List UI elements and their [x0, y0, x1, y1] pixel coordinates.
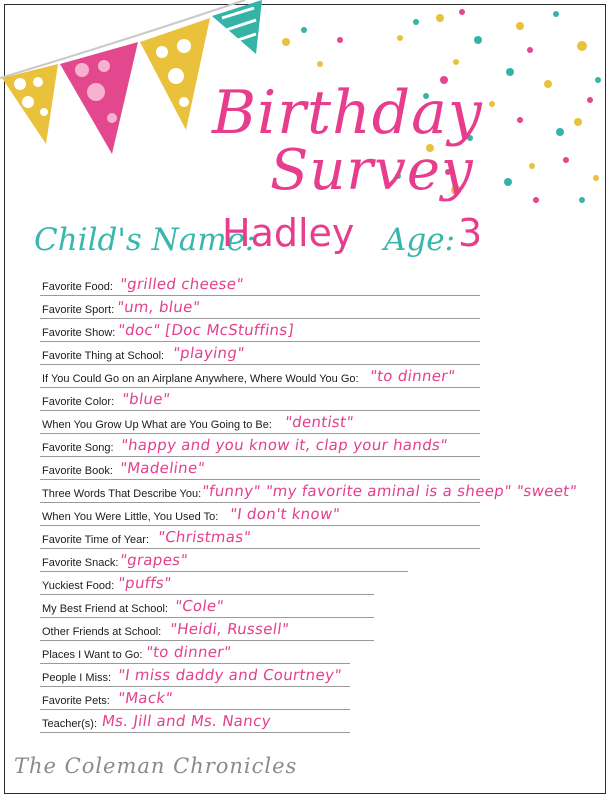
handwritten-answer: "I don't know" [228, 505, 342, 523]
handwritten-answer: "Christmas" [156, 528, 252, 546]
survey-row [40, 298, 480, 319]
handwritten-answer: "funny" "my favorite aminal is a sheep" "sweet" [200, 482, 579, 500]
survey-row [40, 482, 579, 503]
handwritten-answer: "um, blue" [115, 298, 202, 316]
survey-row [40, 275, 480, 296]
handwritten-answer: "Cole" [173, 597, 225, 615]
survey-title-line2: Survey [270, 138, 474, 203]
survey-row [40, 505, 480, 526]
handwritten-answer: "Mack" [116, 689, 174, 707]
question-label: Favorite Time of Year: [42, 534, 149, 546]
question-label: Teacher(s): [42, 718, 98, 730]
question-label: Favorite Snack: [42, 557, 119, 569]
handwritten-answer: "to dinner" [368, 367, 457, 385]
survey-row [40, 620, 374, 641]
question-label: Places I Want to Go: [42, 649, 143, 661]
survey-row [40, 528, 480, 549]
handwritten-answer: "to dinner" [144, 643, 233, 661]
question-label: Favorite Book: [42, 465, 113, 477]
child-name-label: Child's Name: [34, 222, 256, 258]
question-label: When You Were Little, You Used To: [42, 511, 219, 523]
question-label: Three Words That Describe You: [42, 488, 202, 500]
handwritten-answer: "puffs" [116, 574, 173, 592]
question-label: Favorite Thing at School: [42, 350, 165, 362]
survey-row [40, 712, 350, 733]
survey-row [40, 390, 480, 411]
age-value: 3 [458, 211, 483, 255]
footer-watermark: The Coleman Chronicles [14, 754, 298, 778]
survey-row [40, 597, 374, 618]
child-name-value: Hadley [222, 211, 355, 255]
handwritten-answer: "doc" [Doc McStuffins] [116, 321, 295, 339]
handwritten-answer: "playing" [171, 344, 246, 362]
survey-row [40, 666, 350, 687]
handwritten-answer: "I miss daddy and Courtney" [116, 666, 343, 684]
handwritten-answer: "Madeline" [118, 459, 207, 477]
survey-title-line1: Birthday [212, 78, 483, 148]
survey-row [40, 551, 408, 572]
question-label: Favorite Pets: [42, 695, 110, 707]
question-label: Favorite Show: [42, 327, 116, 339]
handwritten-answer: "Heidi, Russell" [168, 620, 291, 638]
question-label: Favorite Song: [42, 442, 114, 454]
question-label: Favorite Sport: [42, 304, 115, 316]
question-label: My Best Friend at School: [42, 603, 168, 615]
question-label: Other Friends at School: [42, 626, 162, 638]
handwritten-answer: "blue" [120, 390, 172, 408]
handwritten-answer: "happy and you know it, clap your hands" [119, 436, 449, 454]
survey-row [40, 459, 480, 480]
question-label: People I Miss: [42, 672, 112, 684]
survey-row [40, 413, 480, 434]
survey-row [40, 574, 374, 595]
handwritten-answer: "grilled cheese" [118, 275, 245, 293]
survey-row [40, 367, 480, 388]
survey-row [40, 436, 480, 457]
age-label: Age: [384, 222, 456, 258]
question-label: Favorite Food: [42, 281, 113, 293]
question-label: Favorite Color: [42, 396, 115, 408]
handwritten-answer: Ms. Jill and Ms. Nancy [100, 712, 273, 730]
question-label: Yuckiest Food: [42, 580, 115, 592]
survey-row [40, 643, 350, 664]
handwritten-answer: "dentist" [283, 413, 355, 431]
question-label: When You Grow Up What are You Going to Be: [42, 419, 272, 431]
survey-row [40, 689, 350, 710]
handwritten-answer: "grapes" [118, 551, 189, 569]
survey-row [40, 344, 480, 365]
question-label: If You Could Go on an Airplane Anywhere, Where Would You Go: [42, 373, 359, 385]
survey-row [40, 321, 480, 342]
